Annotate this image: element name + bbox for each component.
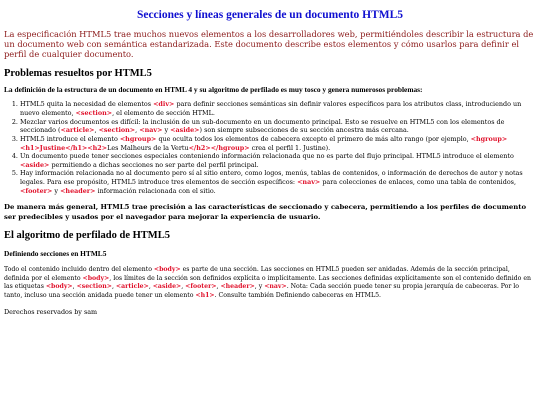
problems-heading: Problemas resueltos por HTML5 — [4, 68, 152, 80]
text-run: para definir secciones semánticas sin definir valores específicos para los atributos class, introduciendo un nuevo elemento, — [20, 100, 522, 117]
problems-list — [4, 100, 536, 195]
text-run: HTML5 quita la necesidad de elementos — [20, 100, 154, 109]
code-tag: <div> — [153, 100, 175, 109]
list-item — [20, 135, 536, 152]
code-tag: <aside> — [170, 126, 200, 135]
text-run: Hay información relacionada no al documento pero sí al sitio entero, como logos, menús, tablas de contenidos, o información de derechos de autor y notas legales. Para ese propósito, HTML5 introduce tres elementos de sección específicos: — [20, 169, 523, 187]
text-run: que oculta todos los elementos de cabecera excepto el primero de más alto rango (por ejemplo, — [156, 134, 471, 143]
text-run: información relacionada con el sitio. — [95, 186, 216, 195]
code-tag: <article> — [60, 126, 95, 135]
list-item — [20, 100, 536, 117]
text-run: , — [72, 283, 77, 291]
code-tag: <body> — [45, 283, 73, 291]
text-run: . Nota: Cada sección puede tener su propia jerarquía de cabeceras. Por lo tanto, incluso una sección anidada puede tener un elemento — [4, 283, 520, 299]
text-run: , — [148, 283, 153, 291]
code-tag: <section> — [98, 126, 136, 135]
text-run: Mezclar varios documentos es difícil: la inclusión de un sub-documento en un documento principal. Esto se resuelve en HTML5 con los elementos de seccionado ( — [20, 117, 505, 135]
text-run: , — [94, 126, 99, 135]
text-run: para colecciones de enlaces, como una tabla de contenidos, — [320, 178, 516, 187]
text-run: Les Malheurs de la Vertu — [107, 143, 189, 152]
text-run: Todo el contenido incluido dentro del elemento — [4, 266, 154, 273]
footer-text: Derechos reservados by sam — [4, 308, 98, 317]
summary-paragraph: De manera más general, HTML5 trae precisión a las características de seccionado y cabecera, permitiendo a los perfiles de documento ser predecibles y usados por el navegador para mejorar la experiencia de usuario. — [4, 203, 527, 221]
code-tag: <section> — [75, 108, 113, 117]
algorithm-paragraph — [4, 266, 536, 300]
list-item — [20, 152, 536, 169]
text-run: , — [111, 283, 116, 291]
problems-subheading: La definición de la estructura de un documento en HTML 4 y su algoritmo de perfilado es muy tosco y genera numerosos problemas: — [4, 85, 423, 95]
text-run: permitiendo a dichas secciones no ser parte del perfil principal. — [49, 160, 259, 169]
text-run: , el elemento de sección HTML. — [112, 108, 215, 117]
code-tag: <body> — [82, 274, 110, 282]
code-tag: <hgroup> — [119, 134, 157, 143]
text-run: HTML5 introduce el elemento — [20, 134, 120, 143]
code-tag: <header> — [60, 186, 96, 195]
intro-paragraph: La especificación HTML5 trae muchos nuevos elementos a los desarrolladores web, permitiéndoles describir la estructura de un documento web con semántica estandarizada. Este documento describe estos elementos y cómo usarlos para definir el perfil de cualquier documento. — [4, 29, 534, 60]
code-tag: <footer> — [20, 186, 53, 195]
code-tag: <nav> — [264, 283, 287, 291]
text-run: Un documento puede tener secciones especiales conteniendo información relacionada que no es parte del flujo principal. HTML5 introduce el elemento — [20, 152, 514, 161]
page-title: Secciones y líneas generales de un documento HTML5 — [136, 9, 404, 21]
text-run: y — [52, 186, 61, 195]
code-tag: <h1> — [195, 291, 215, 299]
text-run: y — [162, 126, 171, 135]
list-item — [20, 118, 536, 135]
algorithm-heading: El algoritmo de perfilado de HTML5 — [4, 230, 170, 241]
text-run: es parte de una sección. Las secciones en HTML5 pueden ser anidadas. Además de la sección principal, definida por el elemento — [4, 266, 510, 282]
code-tag: <footer> — [185, 283, 217, 291]
code-tag: <aside> — [20, 160, 50, 169]
code-tag: <hgroup><h1>Justine</h1><h2> — [20, 134, 508, 152]
code-tag: <nav> — [297, 178, 321, 187]
code-tag: <section> — [76, 283, 112, 291]
text-run: ) son siempre subsecciones de su sección ancestra más cercana. — [199, 126, 409, 135]
text-run: . Consulte también Definiendo cabeceras en HTML5. — [214, 291, 381, 299]
text-run: , — [135, 126, 140, 135]
algorithm-subheading: Definiendo secciones en HTML5 — [4, 249, 107, 258]
code-tag: </h2></hgroup> — [188, 143, 250, 152]
list-item — [20, 169, 536, 195]
code-tag: <nav> — [139, 126, 163, 135]
code-tag: <header> — [220, 283, 255, 291]
code-tag: <article> — [115, 283, 149, 291]
text-run: , los límites de la sección son definidos explícita o implícitamente. Las secciones definidas explícitamente son el contenido definido en las etiquetas — [4, 274, 531, 291]
code-tag: <body> — [153, 266, 181, 273]
code-tag: <aside> — [152, 283, 182, 291]
text-run: , — [181, 283, 186, 291]
text-run: , y — [254, 283, 265, 291]
text-run: , — [216, 283, 221, 291]
text-run: crea el perfil 1. Justine). — [249, 143, 331, 152]
